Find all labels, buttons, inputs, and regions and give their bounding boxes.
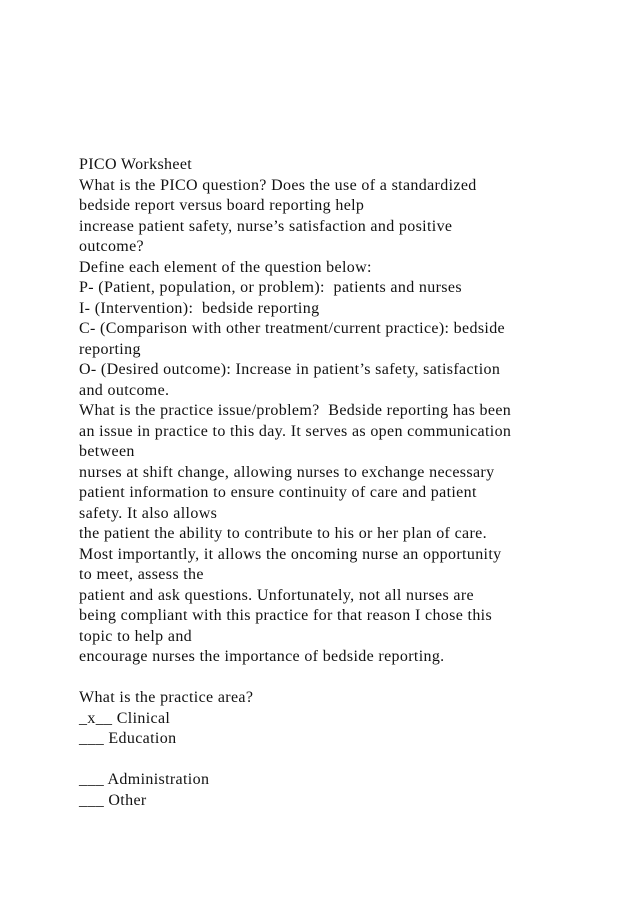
pico-question-line-1: What is the PICO question? Does the use of a standardized bbox=[79, 176, 477, 194]
pico-question-line-3: increase patient safety, nurse’s satisfaction and positive bbox=[79, 217, 453, 235]
practice-issue-line-12: topic to help and bbox=[79, 627, 193, 645]
practice-issue-line-13: encourage nurses the importance of bedside reporting. bbox=[79, 648, 445, 665]
pico-question-line-2: bedside report versus board reporting help bbox=[79, 197, 365, 214]
document-title: PICO Worksheet bbox=[79, 156, 193, 173]
element-i: I- (Intervention): bedside reporting bbox=[79, 299, 320, 317]
practice-issue-line-10: patient and ask questions. Unfortunately, not all nurses are bbox=[79, 586, 474, 604]
practice-area-option-administration: ___ Administration bbox=[79, 771, 210, 788]
practice-issue-line-2: an issue in practice to this day. It serves as open communication bbox=[79, 422, 512, 440]
element-p: P- (Patient, population, or problem): patients and nurses bbox=[79, 279, 462, 296]
practice-area-option-other: ___ Other bbox=[79, 791, 147, 809]
practice-issue-line-1: What is the practice issue/problem? Bedside reporting has been bbox=[79, 402, 512, 419]
practice-issue-line-4: nurses at shift change, allowing nurses to exchange necessary bbox=[79, 463, 495, 481]
practice-area-heading: What is the practice area? bbox=[79, 689, 254, 706]
document-body bbox=[79, 155, 619, 811]
element-o-line-1: O- (Desired outcome): Increase in patient’s safety, satisfaction bbox=[79, 361, 501, 378]
practice-issue-line-5: patient information to ensure continuity of care and patient bbox=[79, 484, 477, 501]
practice-issue-line-8: Most importantly, it allows the oncoming nurse an opportunity bbox=[79, 545, 502, 563]
pico-question-line-4: outcome? bbox=[79, 238, 144, 255]
practice-issue-line-9: to meet, assess the bbox=[79, 566, 204, 583]
practice-area-option-education: ___ Education bbox=[79, 730, 177, 747]
element-c-line-1: C- (Comparison with other treatment/current practice): bedside bbox=[79, 320, 506, 337]
practice-issue-line-6: safety. It also allows bbox=[79, 504, 218, 522]
element-c-line-2: reporting bbox=[79, 340, 141, 358]
element-o-line-2: and outcome. bbox=[79, 381, 170, 399]
define-elements-heading: Define each element of the question below: bbox=[79, 258, 372, 276]
practice-issue-line-3: between bbox=[79, 443, 135, 460]
blank-line bbox=[79, 750, 619, 771]
blank-line bbox=[79, 668, 619, 689]
practice-area-option-clinical: _x__ Clinical bbox=[79, 709, 171, 727]
practice-issue-line-11: being compliant with this practice for that reason I chose this bbox=[79, 607, 493, 624]
practice-issue-line-7: the patient the ability to contribute to his or her plan of care. bbox=[79, 525, 487, 542]
